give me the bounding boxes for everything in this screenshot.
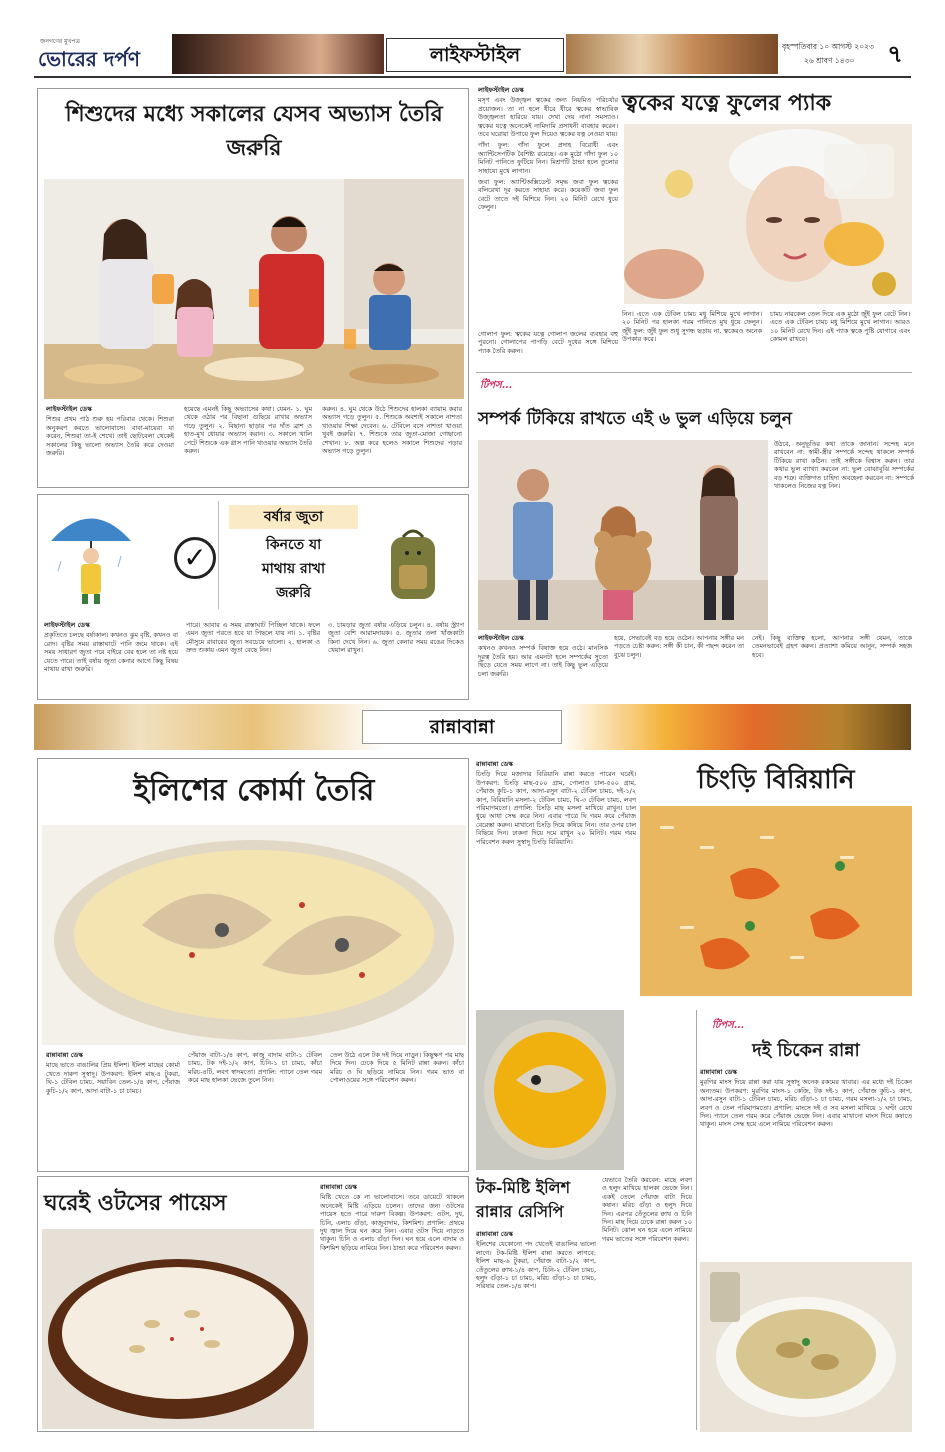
flower-col2-text: নিন। এতে এক টেবিল চামচ মধু মিশিয়ে মুখে লাগান। ২০ মিনিট পর হালকা গরম পানিতে মুখ ধুয়ে ফেলুন। জুঁই ফুল: জুঁই ফুল শুধু সুগন্ধ ছড়ায় না, ত্বকেরও অনেক উপকার করে। [622,310,762,344]
biryani-byline: রান্নাবান্না ডেস্ক [476,760,514,768]
biryani-text-col [476,760,636,996]
doi-chicken-tips-label: টিপস... [712,1020,745,1031]
date-line-2: ২৬ শ্রাবণ ১৪৩০ [804,56,855,65]
backpack-illustration [383,525,443,605]
relationship-title: সম্পর্ক টিকিয়ে রাখতে এই ৬ ভুল এড়িয়ে চলুন [478,409,792,429]
kids-article [37,88,469,488]
tok-ilish-col1-text: ইলিশের যেকোনো পদ খেতেই বাঙালির ভালো লাগে। টক-মিষ্টি ইলিশ রান্না করতে লাগবে: ইলিশ মাছ-৬ টুকরা, পেঁয়াজ বাটা-১/২ কাপ, তেঁতুলের ক্বাথ-১/৪ কাপ, চিনি-২ টেবিল চামচ, হলুদ গুঁড়া-১ চা চামচ, মরিচ গুঁড়া-১ চা চামচ, সরিষার তেল-১/৪ কাপ। [476,1240,596,1291]
divider-tok-doi [696,1010,697,1430]
section-title: লাইফস্টাইল [386,38,564,72]
shoes-article [37,494,469,700]
kids-byline: লাইফস্টাইল ডেস্ক [46,405,92,413]
tok-ilish-col2 [602,1176,692,1430]
hilsa-korma-title: ইলিশের কোর্মা তৈরি [133,773,375,808]
hilsa-byline: রান্নাবান্না ডেস্ক [46,1051,84,1059]
doi-chicken-text-col [700,1068,912,1256]
relationship-tips-label: টিপস... [480,380,513,391]
payesh-byline: রান্নাবান্না ডেস্ক [320,1183,358,1191]
masthead-face-image [172,34,384,74]
flower-ganda-text: গাঁদা ফুল: গাঁদা ফুলে প্রদাহ বিরোধী এবং অ্যান্টিসেপটিক বৈশিষ্ট্য রয়েছে। এক মুঠো গাঁদা ফুল ১০ মিনিট পানিতে ফুটিয়ে নিন। মিশ্রণটি ঠান্ডা হলে তুলোর সাহায্যে মুখে লাগান। [478,141,618,175]
couple-argument-photo [478,440,768,630]
doi-chicken-title: দই চিকেন রান্না [752,1040,860,1061]
tok-ilish-col2-text: যেভাবে তৈরি করবেন: মাছে লবণ ও হলুদ মাখিয়ে হালকা ভেজে নিন। একই তেলে পেঁয়াজ বাটা দিয়ে কষান। মরিচ গুঁড়া ও হলুদ দিয়ে দিন। এরপর তেঁতুলের ক্বাথ ও চিনি দিন। মাছ দিয়ে ঢেকে রান্না করুন ১০ মিনিট। ঝোল ঘন হয়ে এলে নামিয়ে গরম ভাতের সঙ্গে পরিবেশন করুন। [602,1176,692,1243]
kids-col2-text: হয়েছে এমনই কিছু অভ্যাসের কথা। যেমন- ১. ঘুম থেকে ওঠার পর বিছানা গুছিয়ে রাখার অভ্যাস গড়ে তুলুন। ২. বিছানা ছাড়ার পর দাঁত ব্রাশ ও হাত-মুখ ধোয়ার অভ্যাস করান। ৩. সকালে খালি পেটে শিশুকে এক গ্লাস পানি খাওয়ার অভ্যাস তৈরি করুন। [184,405,312,456]
shoes-col1 [44,621,178,697]
relationship-right-text: উঠবে, অনুভূতির কথা তাকে জানান। সন্দেহ মনে রাখবেন না: স্বামী-স্ত্রীর সম্পর্কে সন্দেহ থাকলে সম্পর্ক টিকিয়ে রাখা কঠিন। তাই সঙ্গীকে বিশ্বাস করুন। তার কথার ভুল ব্যাখ্যা করবেন না: ভুল বোঝাবুঝি সম্পর্কের বড় শত্রু। ব্যক্তিগত চাহিদা অবহেলা করবেন না: সম্পর্কে থাকলেও নিজের যত্ন নিন। [774,440,914,491]
hilsa-col2-text: পেঁয়াজ বাটা-১/৪ কাপ, কাজু বাদাম বাটা-১ টেবিল চামচ, টক দই-১/২ কাপ, চিনি-১ চা চামচ, কাঁচা মরিচ-৪টি, লবণ স্বাদমতো। প্রণালি: প্যানে তেল গরম করে মাছ হালকা ভেজে তুলে নিন। [188,1051,322,1085]
shoes-title-line2: কিনতে যা [265,537,322,553]
page-number: ৭ [887,39,903,68]
flower-col3 [770,310,910,366]
rainy-shoes-check-icon: ✓ [174,537,216,579]
hilsa-korma-photo [42,825,466,1045]
flower-golap [478,330,618,360]
shoes-col2 [186,621,320,697]
doi-chicken-photo [700,1262,912,1432]
flower-golap-text: গোলাপ ফুল: ত্বকের যত্নে গোলাপ জলের ব্যবহার বহু পুরনো। গোলাপের পাপড়ি বেটে দুধের সঙ্গে মিশিয়ে প্যাক তৈরি করুন। [478,330,618,355]
biryani-title: চিংড়ি বিরিয়ানি [697,765,855,795]
flower-article-intro [478,86,618,326]
flower-article-title: ত্বকের যত্নে ফুলের প্যাক [622,90,832,116]
oats-payesh-photo [42,1229,314,1429]
doi-chicken-byline: রান্নাবান্না ডেস্ক [700,1068,738,1076]
shoes-title-line3: মাথায় রাখা [261,561,326,577]
hilsa-korma-article [37,758,469,1172]
hilsa-col3 [330,1051,464,1167]
flower-col3-text: চামচ নারকেল তেল দিয়ে এক মুঠো জুঁই ফুল বেটে নিন। এতে এক টেবিল চামচ মধু মিশিয়ে মুখে লাগান। আরও ১০ মিনিট রেখে দিন। এই প্যাক ত্বকে পুষ্টি যোগাবে এবং কোমল রাখবে। [770,310,910,344]
flower-col2 [622,310,762,366]
hilsa-col1 [46,1051,180,1167]
hilsa-col2 [188,1051,322,1167]
relationship-col2-text: হয়ে, সেভাবেই বড় হয়ে ওঠেন। আপনার সঙ্গীর মন পড়তে চেষ্টা করুন: সঙ্গী কী চান, কী পছন্দ করেন তা বুঝে চলুন। [614,634,744,659]
flower-joba-text: জবা ফুল: অ্যান্টিঅক্সিডেন্ট সমৃদ্ধ জবা ফুল ত্বকের বলিরেখা দূর করতে সাহায্য করে। কয়েকটি জবা ফুল বেটে তাতে দই মিশিয়ে নিন। ২০ মিনিট রেখে ধুয়ে ফেলুন। [478,178,618,212]
woman-flower-mask-photo [624,124,912,304]
tok-ilish-byline: রান্নাবান্না ডেস্ক [476,1230,514,1238]
tok-ilish-title-line2: রান্নার রেসিপি [476,1202,564,1221]
tok-ilish-col1 [476,1230,596,1430]
oats-payesh-text-col [320,1183,464,1427]
tok-ilish-title-line1: টক-মিষ্টি ইলিশ [476,1178,571,1197]
masthead-spa-image [566,34,778,74]
shoes-col3 [328,621,464,697]
doi-chicken-text: মুরগির মাংস দিয়ে রান্না করা যায় সুস্বাদু অনেক রকমের খাবার। এর মধ্যে দই চিকেন অন্যতম। উপকরণ: মুরগির মাংস-১ কেজি, টক দই-১ কাপ, পেঁয়াজ কুচি-১ কাপ, আদা-রসুন বাটা-১ টেবিল চামচ, মরিচ গুঁড়া-১ চা চামচ, গরম মসলা-১/২ চা চামচ, লবণ ও তেল পরিমাণমতো। প্রণালি: মাংসে দই ও সব মসলা মাখিয়ে ১ ঘণ্টা রেখে দিন। প্যানে তেল গরম করে পেঁয়াজ ভেজে নিন। এবার মাখানো মাংস দিয়ে কষাতে থাকুন। মাংস সেদ্ধ হয়ে এলে নামিয়ে পরিবেশন করুন। [700,1078,912,1129]
kids-col1-text: শিশুর প্রথম পাঠ শুরু হয় পরিবার থেকে। শিশুরা অনুকরণ করতে ভালোবাসে। বাবা-মায়েরা যা করেন, শিশুরা তা-ই শেখে। তাই ছোটবেলা থেকেই সকালের কিছু ভালো অভ্যাস তৈরি করে দেওয়া জরুরি। [46,415,174,458]
hilsa-col1-text: মাছে ভাতে বাঙালির প্রিয় ইলিশ। ইলিশ মাছের কোর্মা খেতে দারুণ সুস্বাদু। উপকরণ: ইলিশ মাছ-৪ টুকরা, ঘি-১ টেবিল চামচ, সয়াবিন তেল-১/৪ কাপ, পেঁয়াজ কুচি-১/২ কাপ, আদা বাটা-১ চা চামচ। [46,1061,180,1095]
flower-intro-text: মসৃণ এবং উজ্জ্বল ত্বকের জন্য নিয়মিত পরিচর্যার প্রয়োজন। তা না হলে ধীরে ধীরে ত্বকের স্বাভাবিক উজ্জ্বলতা হারিয়ে যায়। দেখা দেয় নানা সমস্যাও। ত্বকের যত্নে অনেকেই নামিদামি প্রসাধনী ব্যবহার করেন। তবে ঘরোয়া উপায়ে ফুল দিয়েও ত্বকের যত্ন নেওয়া যায়। [478,96,618,139]
divider-flower [476,372,912,373]
oats-payesh-title: ঘরেই ওটসের পায়েস [44,1190,227,1216]
oats-payesh-article [37,1176,469,1432]
date-line-1: বৃহস্পতিবার ১০ আগস্ট ২০২৩ [782,42,874,51]
relationship-col2 [614,634,744,694]
relationship-col1 [478,634,608,694]
chingri-biryani-photo [640,806,912,996]
cooking-banner [34,704,911,750]
relationship-col3-text: নেই। কিছু ব্যক্তিত্ব হলো, আপনার সঙ্গী যেমন, তাকে তেমনভাবেই গ্রহণ করুন। প্রত্যাশা কমিয়ে আনুন, সম্পর্ক সহজ হবে। [752,634,912,659]
relationship-col1-text: কখনও কখনও সম্পর্ক বিষাক্ত হয়ে ওঠে। মানসিক দূরত্ব তৈরি হয়। আর এমনটা হলে সম্পর্কের সুতো ছিঁড়ে যেতে সময় লাগে না। তাই কিছু ভুল এড়িয়ে চলা জরুরি। [478,644,608,678]
flower-byline: লাইফস্টাইল ডেস্ক [478,86,524,94]
section-banner-title: রান্নাবান্না [362,710,562,744]
kids-col3-text: করুন। ৪. ঘুম থেকে উঠে শিশুদের হালকা ব্যায়াম করার অভ্যাস গড়ে তুলুন। ৫. শিশুকে অবশ্যই সকালে নাশতা খাওয়ার শিক্ষা দেবেন। ৬. টেবিলে বসে নাশতা খাওয়া খুবই জরুরি। ৭. শিশুকে তার জুতা-মোজা গোছানো শেখান। ৮. অল্প করে হলেও সকালে শিশুদের পড়ার অভ্যাস গড়ে তুলুন। [322,405,462,456]
shoes-col2-text: পারে। আবার এ সময় রাস্তাঘাট পিচ্ছিল থাকে। ফলে এমন জুতা পরতে হবে যা পিছলে যায় না। ১. বৃষ্টির মৌসুমে রাবারের জুতা সবচেয়ে ভালো। ২. হালকা ও দ্রুত শুকায় এমন জুতা বেছে নিন। [186,621,320,655]
payesh-text: মিষ্টি খেতে কে না ভালোবাসে। তবে ডায়েটে থাকলে অনেকেই মিষ্টি এড়িয়ে চলেন। তাদের জন্য ওটসের পায়েস হতে পারে দারুণ বিকল্প। উপকরণ: ওটস, দুধ, চিনি, এলাচ গুঁড়া, কাজুবাদাম, কিশমিশ। প্রণালি: প্রথমে দুধ জ্বাল দিয়ে ঘন করে নিন। এবার ওটস দিয়ে নাড়তে থাকুন। চিনি ও এলাচ গুঁড়া দিন। ঘন হয়ে এলে বাদাম ও কিশমিশ ছড়িয়ে নামিয়ে নিন। ঠান্ডা করে পরিবেশন করুন। [320,1193,464,1252]
shoes-title-box [218,501,358,609]
kids-article-title: শিশুদের মধ্যে সকালের যেসব অভ্যাস তৈরি জরুরি [65,101,443,161]
relationship-byline: লাইফস্টাইল ডেস্ক [478,634,524,642]
masthead-tagline: জনগণের মুখপত্র [40,38,80,45]
shoes-title-line4: জরুরি [276,585,311,601]
relationship-col3 [752,634,912,694]
kids-article-col1 [46,405,174,483]
shoes-col1-text: প্রকৃতিতে চলছে বর্ষাকাল। কখনও ঝুম বৃষ্টি, কখনও বা রোদ। বৃষ্টির সময় রাস্তাঘাটে পানি জমে থাকে। এই সময় সাধারণ জুতা পরে বাইরে বের হলে তা নষ্ট হয়ে যেতে পারে। তাই বর্ষায় জুতা কেনার আগে কিছু বিষয় মাথায় রাখা জরুরি। [44,631,178,674]
shoes-byline: লাইফস্টাইল ডেস্ক [44,621,90,629]
relationship-right-col [774,440,914,630]
kids-article-col2 [184,405,312,483]
kids-article-col3 [322,405,462,483]
shoes-col3-text: ৩. চামড়ার জুতা বর্ষায় এড়িয়ে চলুন। ৪. বর্ষায় স্ট্র্যাপ জুতা বেশি আরামদায়ক। ৫. জুতার তলা খাঁজকাটা কিনা দেখে নিন। ৬. জুতা কেনার সময় রঙের দিকেও খেয়াল রাখুন। [328,621,464,655]
biryani-text: চিংড়ি দিয়ে মজাদার বিরিয়ানি রান্না করতে পারেন ঘরেই। উপকরণ: চিংড়ি মাছ-৫০০ গ্রাম, পোলাও চাল-৫০০ গ্রাম, পেঁয়াজ কুচি-১ কাপ, আদা-রসুন বাটা-২ টেবিল চামচ, দই-১/২ কাপ, বিরিয়ানি মসলা-২ টেবিল চামচ, ঘি-৩ টেবিল চামচ, লবণ পরিমাণমতো। প্রণালি: চিংড়ি মাছ মসলা মাখিয়ে রাখুন। চাল ধুয়ে আধা সেদ্ধ করে নিন। এবার পাত্রে ঘি গরম করে পেঁয়াজ বেরেস্তা করুন। মাখানো চিংড়ি দিয়ে কষিয়ে নিন। তার ওপর চাল বিছিয়ে দিন। ঢাকনা দিয়ে দমে রাখুন ২০ মিনিট। গরম গরম পরিবেশন করুন সুস্বাদু চিংড়ি বিরিয়ানি। [476,770,636,846]
shoes-title-line1: বর্ষার জুতা [229,505,358,529]
tok-ilish-photo [476,1010,624,1170]
family-breakfast-photo [44,179,464,399]
masthead [34,34,911,78]
newspaper-logo[interactable]: ভোরের দর্পণ [38,47,140,71]
hilsa-col3-text: তেল উঠে এলে টক দই দিয়ে নাড়ুন। কিছুক্ষণ পর মাছ দিয়ে দিন। ঢেকে দিয়ে ৫ মিনিট রান্না করুন। কাঁচা মরিচ ও ঘি ছড়িয়ে নামিয়ে নিন। গরম ভাত বা পোলাওয়ের সঙ্গে পরিবেশন করুন। [330,1051,464,1085]
girl-umbrella-illustration [46,501,136,611]
